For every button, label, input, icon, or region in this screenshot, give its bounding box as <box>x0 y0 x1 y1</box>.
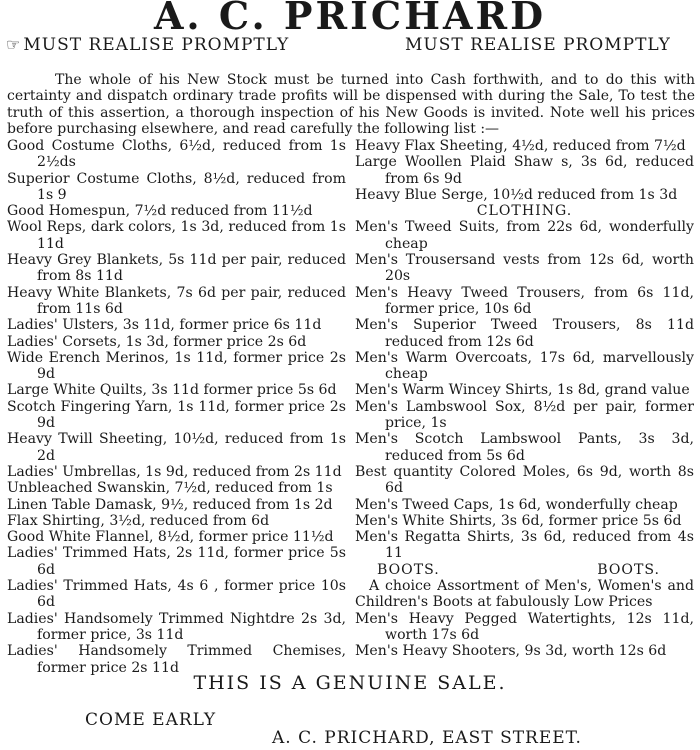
list-item: Men's Warm Overcoats, 17s 6d, marvellously cheap <box>355 349 694 383</box>
advertiser-title: A. C. PRICHARD <box>153 0 547 38</box>
left-price-list <box>7 138 346 676</box>
list-item: Men's Warm Wincey Shirts, 1s 8d, grand value <box>355 382 690 399</box>
come-early-line: COME EARLY <box>85 710 217 730</box>
list-item: Men's Tweed Suits, from 22s 6d, wonderfully cheap <box>355 219 694 252</box>
list-item: Ladies' Ulsters, 3s 11d, former price 6s 11d <box>7 317 322 334</box>
list-item: Heavy Blue Serge, 10½d reduced from 1s 3d <box>355 186 678 203</box>
list-item: Men's Trousersand vests from 12s 6d, worth 20s <box>355 252 694 285</box>
list-item: Superior Costume Cloths, 8½d, reduced from 1s 9 <box>7 170 346 203</box>
list-item: Men's Heavy Shooters, 9s 3d, worth 12s 6d <box>355 643 667 660</box>
list-item: Scotch Fingering Yarn, 1s 11d, former price 2s 9d <box>7 398 346 432</box>
tagline-left-text: MUST REALISE PROMPTLY <box>23 35 290 55</box>
list-item: Ladies' Handsomely Trimmed Nightdre 2s 3d, former price, 3s 11d <box>7 610 346 643</box>
list-item: Men's White Shirts, 3s 6d, former price 5s 6d <box>355 512 682 529</box>
boots-heading-right: BOOTS. <box>597 561 660 578</box>
list-item: Ladies' Umbrellas, 1s 9d, reduced from 2s 11d <box>7 463 342 480</box>
list-item: Unbleached Swanskin, 7½d, reduced from 1s <box>7 480 333 497</box>
list-item: Flax Shirting, 3½d, reduced from 6d <box>7 512 270 529</box>
list-item: Good Homespun, 7½d reduced from 11½d <box>7 203 313 220</box>
tagline-left <box>6 35 289 55</box>
list-item: Men's Heavy Pegged Watertights, 12s 11d, worth 17s 6d <box>355 610 694 643</box>
intro-paragraph <box>7 72 695 138</box>
list-item: Men's Heavy Tweed Trousers, from 6s 11d, former price, 10s 6d <box>355 284 694 317</box>
list-item: Best quantity Colored Moles, 6s 9d, worth 8s 6d <box>355 463 694 497</box>
boots-intro: A choice Assortment of Men's, Women's and Children's Boots at fabulously Low Prices <box>355 578 694 611</box>
list-item: Heavy Twill Sheeting, 10½d, reduced from 1s 2d <box>7 431 346 464</box>
list-item: Wool Reps, dark colors, 1s 3d, reduced from 1s 11d <box>7 219 346 252</box>
list-item: Men's Scotch Lambswool Pants, 3s 3d, reduced from 5s 6d <box>355 431 694 464</box>
list-item: Men's Tweed Caps, 1s 6d, wonderfully cheap <box>355 496 678 513</box>
list-item: Good Costume Cloths, 6½d, reduced from 1s 2½ds <box>7 138 346 171</box>
list-item: Large White Quilts, 3s 11d former price 5s 6d <box>7 382 337 399</box>
list-item: Heavy Grey Blankets, 5s 11d per pair, reduced from 8s 11d <box>7 252 346 285</box>
right-price-list <box>355 138 694 660</box>
boots-heading-left: BOOTS. <box>377 561 440 578</box>
list-item: Men's Lambswool Sox, 8½d per pair, former price, 1s <box>355 398 694 432</box>
list-item: Large Woollen Plaid Shaw s, 3s 6d, reduced from 6s 9d <box>355 154 694 187</box>
list-item: Linen Table Damask, 9½, reduced from 1s 2d <box>7 496 333 513</box>
list-item: Wide Erench Merinos, 1s 11d, former price 2s 9d <box>7 349 346 383</box>
clothing-heading: CLOTHING. <box>476 203 573 220</box>
list-item: Ladies' Corsets, 1s 3d, former price 2s 6d <box>7 333 307 350</box>
signature-line: A. C. PRICHARD, EAST STREET. <box>272 728 582 748</box>
list-item: Good White Flannel, 8½d, former price 11½d <box>7 529 334 546</box>
genuine-sale-line: THIS IS A GENUINE SALE. <box>193 672 507 694</box>
tagline-right: MUST REALISE PROMPTLY <box>405 35 671 55</box>
list-item: Heavy White Blankets, 7s 6d per pair, reduced from 11s 6d <box>7 284 346 317</box>
list-item: Ladies' Handsomely Trimmed Chemises, former price 2s 11d <box>7 643 346 676</box>
pointing-hand-icon: ☞ <box>6 35 22 54</box>
intro-text: The whole of his New Stock must be turned into Cash forthwith, and to do this with certainty and dispatch ordinary trade profits will be dispensed with during the Sale, To test the truth of this assertion, a thorough inspection of his New Goods is invited. Note well his prices before purchasing elsewhere, and read carefully the following list :— <box>7 72 695 138</box>
boots-heading <box>355 562 694 578</box>
list-item: Men's Regatta Shirts, 3s 6d, reduced from 4s 11 <box>355 529 694 562</box>
list-item: Ladies' Trimmed Hats, 4s 6 , former price 10s 6d <box>7 578 346 611</box>
list-item: Men's Superior Tweed Trousers, 8s 11d reduced from 12s 6d <box>355 317 694 350</box>
list-item: Heavy Flax Sheeting, 4½d, reduced from 7½d <box>355 138 686 154</box>
list-item: Ladies' Trimmed Hats, 2s 11d, former price 5s 6d <box>7 545 346 578</box>
